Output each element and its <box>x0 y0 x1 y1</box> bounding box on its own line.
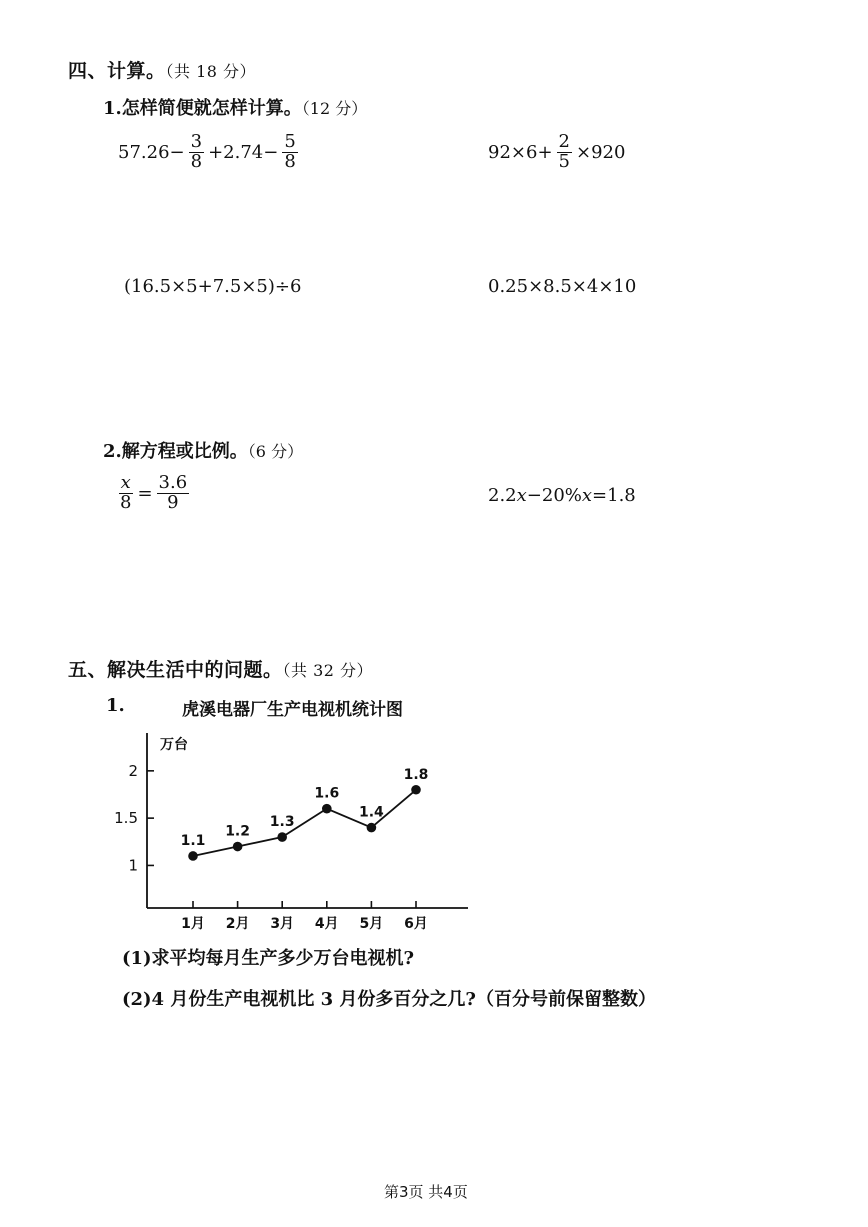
fraction-denominator: 8 <box>190 150 203 172</box>
data-point <box>322 804 332 814</box>
eq-coefficient: 2.2 <box>488 485 517 506</box>
section-4-heading <box>68 56 256 83</box>
fraction-numerator: 2 <box>558 131 570 152</box>
eq-variable: x <box>581 485 593 506</box>
q2-heading <box>103 437 303 463</box>
data-label: 1.2 <box>225 823 251 840</box>
x-tick-label: 5月 <box>359 916 384 932</box>
data-point <box>367 823 377 833</box>
x-tick-label: 1月 <box>181 916 205 932</box>
calc-expression-2 <box>488 133 625 172</box>
calc-expression-3: (16.5×5+7.5×5)÷6 <box>124 276 302 297</box>
q2-points: （6 分） <box>247 442 304 461</box>
q2-label: 2. <box>103 441 122 462</box>
eq-variable: x <box>516 485 527 506</box>
fraction-x-8 <box>118 474 133 513</box>
line-chart <box>110 725 480 935</box>
data-point <box>411 785 421 795</box>
q2-text: 解方程或比例。 <box>121 441 248 462</box>
expr1-part-2: +2.74− <box>208 141 279 163</box>
data-point <box>277 832 287 842</box>
fraction-denominator: 5 <box>558 150 570 172</box>
fraction-denominator: 8 <box>284 150 296 172</box>
data-point <box>233 842 243 852</box>
fraction-denominator: 8 <box>120 491 132 513</box>
q1-points: （12 分） <box>301 99 368 118</box>
section-5-points: （共 32 分） <box>282 661 374 680</box>
chart-title: 虎溪电器厂生产电视机统计图 <box>182 700 403 720</box>
sub-question-2: (2)4 月份生产电视机比 3 月份多百分之几?（百分号前保留整数） <box>122 989 656 1010</box>
data-label: 1.4 <box>358 804 384 821</box>
proportion-equation <box>116 474 191 513</box>
section-5-title: 五、解决生活中的问题。 <box>68 659 283 681</box>
data-label: 1.1 <box>180 832 206 849</box>
calc-expression-1 <box>118 133 300 172</box>
calc-expression-4: 0.25×8.5×4×10 <box>488 276 637 297</box>
s5-q1-label: 1. <box>106 695 125 716</box>
fraction-numerator: 3.6 <box>158 472 188 493</box>
fraction-numerator: 5 <box>284 131 296 152</box>
y-tick-label: 1 <box>128 856 138 875</box>
q1-text: 怎样简便就怎样计算。 <box>121 98 302 119</box>
expr2-part-2: ×920 <box>575 141 626 163</box>
x-tick-label: 2月 <box>225 916 250 932</box>
y-tick-label: 2 <box>128 761 138 780</box>
data-point <box>188 851 198 861</box>
page-footer: 第3页 共4页 <box>384 1183 468 1201</box>
fraction-3-8 <box>189 133 204 172</box>
section-5-heading <box>68 655 373 682</box>
expr1-part-1: 57.26− <box>118 141 185 163</box>
q1-label: 1. <box>103 98 122 119</box>
section-4-points: （共 18 分） <box>165 62 257 81</box>
fraction-denominator: 9 <box>167 491 179 513</box>
x-tick-label: 3月 <box>270 916 295 932</box>
sub-question-1: (1)求平均每月生产多少万台电视机? <box>122 948 415 969</box>
x-tick-label: 6月 <box>404 916 428 932</box>
fraction-2-5 <box>557 133 572 172</box>
equals-sign: = <box>137 482 153 504</box>
data-label: 1.8 <box>403 766 429 783</box>
q1-heading <box>103 94 367 120</box>
eq-result: =1.8 <box>592 485 636 506</box>
expr2-part-1: 92×6+ <box>488 141 553 163</box>
y-axis-unit-label: 万台 <box>160 737 188 753</box>
fraction-numerator: x <box>120 472 131 493</box>
section-4-title: 四、计算。 <box>68 60 166 82</box>
fraction-3-6-9 <box>157 474 190 513</box>
fraction-5-8 <box>282 133 297 172</box>
fraction-numerator: 3 <box>190 131 203 152</box>
x-tick-label: 4月 <box>314 916 339 932</box>
eq-term: −20% <box>526 485 582 506</box>
data-label: 1.3 <box>269 814 295 831</box>
linear-equation <box>488 485 636 506</box>
data-label: 1.6 <box>314 785 340 802</box>
y-tick-label: 1.5 <box>114 809 138 828</box>
